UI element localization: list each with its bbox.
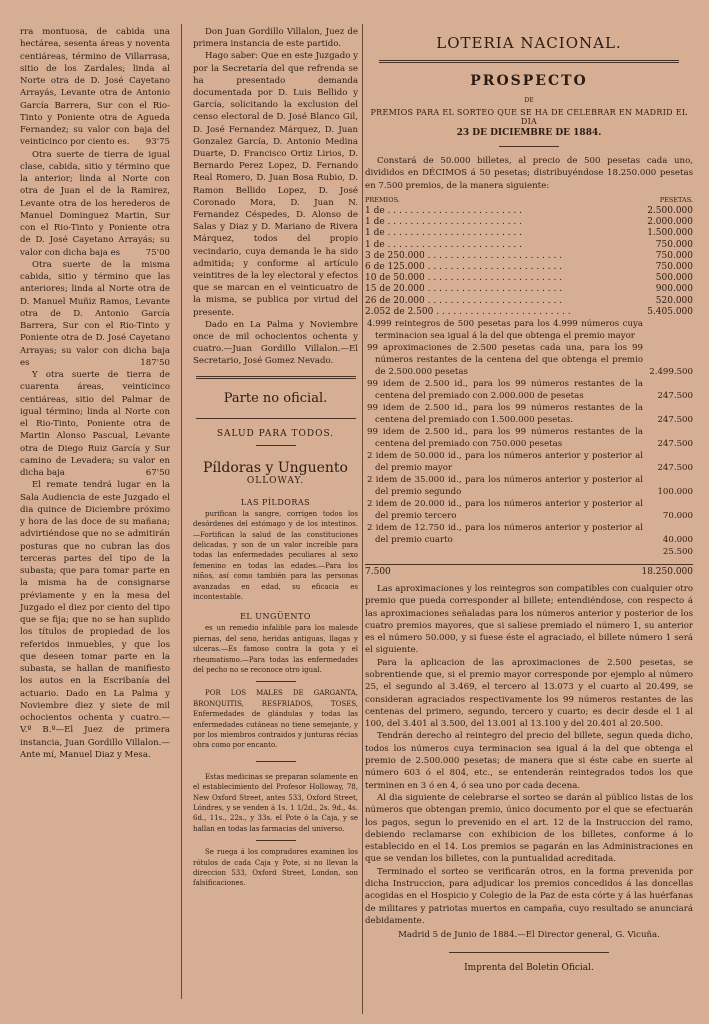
divider: [256, 681, 296, 682]
col2-paragraph: Dado en La Palma y Noviembre once de mil ochocientos ochenta y cuatro.—Juan Gordillo Villalon.—El Secretario, José Gomez Nevado.: [193, 319, 358, 367]
salud-heading: SALUD PARA TODOS.: [216, 428, 335, 439]
ventas-text: Estas medicinas se preparan solamente en el establecimiento del Profesor Holloway, 78, New Oxford Street, antes 533, Oxford Street, Lóndres, y se venden á 1s. 1 1/2d., 2s. 9d., 4s. 6d., 11s., 22s., y 33s. el Pote ó la Caja, y se hallan en todas las farmacias del universo.: [193, 772, 358, 833]
loteria-title: LOTERIA NACIONAL.: [436, 34, 622, 52]
de-label: DE: [524, 97, 534, 104]
col1-paragraph: rra montuosa, de cabida una hectárea, sesenta áreas y noventa centiáreas, término de Villarrasa, sitio de los Zardales; linda al Norte otra de D. José Cayetano Arrayás, Levante otra de Antonio García Barrera, Sur con el Rio-Tinto y Poniente otra de Agueda Fernandez; su valor con baja del veinticinco por ciento es. 93'75: [20, 27, 170, 148]
section-title: Parte no oficial.: [223, 390, 328, 406]
prize-row: 3 de 250.000 . . . 750.000: [365, 251, 693, 262]
prize-row: 15 de 20.000 . . . 900.000: [365, 284, 693, 295]
prize-long-row: 99 idem de 2.500 id., para los 99 números restantes de la centena del premiado con 750.000 pesetas 247.500: [367, 426, 693, 449]
col3-paragraph: Terminado el sorteo se verificarán otros, en la forma prevenida por dicha Instruccion, para adjudicar los premios concedidos á las doncellas acogidas en el Hospicio y Colegio de la Paz de esta córte y á las huérfanas de militares y patriotas muertos en campaña, cuyo resultado se anunciará debidamente.: [365, 866, 693, 926]
prize-row: 1 de . . . 2.500.000: [365, 206, 693, 217]
sorteo-date: 23 DE DICIEMBRE DE 1884.: [456, 128, 602, 138]
col1-paragraph: Otra suerte de tierra de igual clase, cabida, sitio y término que la anterior; linda al Norte con otra de Juan el de la Ramirez, Levante otra de los herederos de Manuel Dominguez Martin, Sur con el Rio-Tinto y Poniente otra de D. José Cayetano Arrayás; su valor con dicha baja es 75'00: [20, 149, 170, 258]
pildoras-text: purifican la sangre, corrigen todos los desórdenes del estómago y de los intestinos.—Fortifican la salud de las constituciones delicadas, y son de un valor increible para todas las enfermedades peculiares al sexo femenino en todas las edades.—Para los niños, así como también para las personas avanzadas en edad, su eficacia es incontestable.: [193, 509, 358, 601]
section-rule: [196, 376, 356, 379]
imprenta-footer: Imprenta del Boletin Oficial.: [464, 962, 594, 973]
prize-long-row: 2 idem de 12.750 id., para los números anterior y posterior al del premio cuarto 40.000: [367, 522, 693, 545]
signature: Madrid 5 de Junio de 1884.—El Director general, G. Vicuña.: [398, 930, 660, 941]
column-middle: [193, 26, 358, 889]
ruego-text: Se ruega á los compradores examinen los rótulos de cada Caja y Pote, si no llevan la direccion 533, Oxford Street, London, son falsificaciones.: [193, 848, 358, 888]
col3-paragraph: Las aproximaciones y los reintegros son compatibles con cualquier otro premio que pueda corresponder al billete; entendiéndose, con respecto á las aproximaciones señaladas para los números anterior y posterior de los cuatro premios mayores, que si saliese premiado el número 1, su anterior es el número 50.000, y si fuese éste el agraciado, el billete número 1 será el siguiente.: [365, 583, 693, 656]
col3-paragraph: Para la aplicacion de las aproximaciones de 2.500 pesetas, se sobrentiende que, si el premio mayor corresponde por ejemplo al número 25, el segundo al 3.469, el tercero al 13.073 y el cuarto al 20.499, se consideran agraciados respectivamente los 99 números restantes de las centenas del primero, segundo, tercero y cuarto; es decir desde el 1 al 100, del 3.401 al 3.500, del 13.001 al 13.100 y del 20.401 al 20.500.: [365, 657, 693, 730]
prize-long-row: 4.999 reintegros de 500 pesetas para los 4.999 números cuya terminacion sea igual á la del que obtenga el premio mayor: [367, 318, 643, 341]
prize-long-row: 2 idem de 50.000 id., para los números anterior y posterior al del premio mayor 247.500: [367, 450, 693, 473]
col3-paragraph: Tendrán derecho al reintegro del precio del billete, segun queda dicho, todos los números cuya terminacion sea igual á la del que obtenga el premio de 2.500.000 pesetas; de manera que si éste cabe en suerte al número 603 ó el 804, etc., se entenderán reintegrados todos los que terminen en 3 ó en 4, ó sea uno por cada decena.: [365, 731, 693, 791]
divider: [499, 146, 559, 147]
prospecto-title: PROSPECTO: [470, 73, 588, 89]
prize-long-row: 99 idem de 2.500 id., para los 99 números restantes de la centena del premiado con 1.500.000 pesetas. 247.500: [367, 402, 693, 425]
divider: [256, 840, 296, 841]
total-premios: 7.500: [365, 566, 391, 577]
prize-row: 1 de . . . 750.000: [365, 240, 693, 251]
garganta-text: POR LOS MALES DE GARGANTA, BRONQUITIS, RESFRIADOS, TOSES, Enfermedades de glándulas y todas las enfermedades cutáneas no tiene semejante, y por los miembros contraidos y junturas récias obra como por encanto.: [193, 689, 358, 750]
prize-row: 1 de . . . 2.000.000: [365, 217, 693, 228]
prize-table-header: [365, 196, 693, 204]
col2-paragraph: Hago saber: Que en este Juzgado y por la Secretaría del que refrenda se ha presentado demanda documentada por D. Luis Bellido y García, solicitando la exclusion del censo electoral de D. José Blanco Gil, D. José Fernandez Márquez, D. Juan Gonzalez García, D. Antonio Medina Duarte, D. Francisco Ortiz Lirios, D. Bernardo Perez Lopez, D. Fernando Real Romero, D. Juan Bosa Rubio, D. Ramon Bellido Lopez, D. José Coronado Mora, D. Juan N. Fernandez Céspedes, D. Alonso de Salas y Diaz y D. Mariano de Rivera Márquez, todos del propio vecindario, cuya demanda le ha sido admitida; y conforme al artículo veintitres de la ley electoral y efectos que se marcan en el veinticuatro de la misma, se publica por virtud del presente.: [193, 51, 358, 318]
prize-total-row: [365, 564, 693, 577]
column-divider: [181, 24, 182, 999]
col1-paragraph: Y otra suerte de tierra de cuarenta áreas, veinticinco centiáreas, sitio del Palmar de igual término; linda al Norte con el Rio-Tinto, Poniente otra de Martin Alonso Pascual, Levante otra de Diego Ruiz García y Sur camino de Levadera; su valor en dicha baja 67'50: [20, 370, 170, 478]
prize-long-row: 2 idem de 20.000 id., para los números anterior y posterior al del premio tercero 70.000: [367, 498, 693, 521]
column-divider: [362, 24, 363, 1014]
prize-row: 1 de . . . 1.500.000: [365, 228, 693, 239]
title-rule: [379, 60, 679, 63]
intro-paragraph: Constará de 50.000 billetes, al precio de 500 pesetas cada uno, divididos en DÉCIMOS á 50 pesetas; distribuyéndose 18.250.000 pesetas en 7.500 premios, de la manera siguiente:: [365, 156, 693, 191]
prize-long-row: 2 idem de 35.000 id., para los números anterior y posterior al del premio segundo 100.000: [367, 474, 693, 497]
section-rule: [196, 418, 356, 419]
prize-row: 10 de 50.000 . . . 500.000: [365, 273, 693, 284]
total-pesetas: 18.250.000: [641, 566, 693, 577]
unguento-heading: EL UNGÜENTO: [240, 612, 311, 622]
olloway-title: OLLOWAY.: [246, 475, 305, 486]
col1-paragraph: El remate tendrá lugar en la Sala Audiencia de este Juzgado el dia quince de Diciembre próximo y hora de las doce de su mañana; advirtiéndose que no se admitirán posturas que no cubran las dos terceras partes del tipo de la subasta; que para tomar parte en la misma ha de consignarse préviamente y en la mesa del Juzgado el diez por ciento del tipo que se fija; que no se han suplido los títulos de propiedad de los referidos inmuebles, y que los que deseen tomar parte en la subasta, se hallan de manifiesto los autos en la Escribanía del actuario. Dado en La Palma y Noviembre diez y siete de mil ochocientos ochenta y cuatro.—V.º B.º—El Juez de primera instancia, Juan Gordillo Villalon.—Ante mí, Manuel Diaz y Mesa.: [20, 480, 170, 760]
col1-paragraph: Otra suerte de la misma cabida, sitio y término que las anteriores; linda al Norte otra de D. Manuel Muñiz Ramos, Levante otra de D. Antonio García Barrera, Sur con el Rio-Tinto y Poniente otra de D. José Cayetano Arrayas; su valor con dicha baja es 187'50: [20, 259, 170, 368]
prize-long-row: 99 aproximaciones de 2.500 pesetas cada una, para los 99 números restantes de la centena del que obtenga el premio de 2.500.000 pesetas 2.499.500: [367, 342, 693, 377]
premios-column-header: PREMIOS.: [365, 195, 400, 204]
prize-table: [365, 206, 693, 558]
prize-row: 26 de 20.000 . . . 520.000: [365, 296, 693, 307]
col3-paragraph: Al dia siguiente de celebrarse el sorteo se darán al público listas de los números que obtengan premio, único documento por el que se efectuarán los pagos, segun lo prevenido en el art. 12 de la Instruccion del ramo, debiendo reclamarse con exhibicion de los billetes, conforme á lo establecido en el 14. Los premios se pagarán en las Administraciones en que se vendan los billetes, con la puntualidad acreditada.: [365, 792, 693, 865]
unguento-text: es un remedio infalible para los malesde piernas, del seno, heridas antiguas, llagas y ulceras.—Es famoso contra la gota y el rheumatismo.—Para todas las enfermedades del pecho no se reconoce otro igual.: [193, 624, 358, 674]
prize-long-row: 25.500: [662, 546, 693, 557]
col2-paragraph: Don Juan Gordillo Villalon, Juez de primera instancia de este partido.: [193, 27, 358, 50]
divider: [256, 761, 296, 762]
column-left: [20, 26, 170, 761]
pildoras-heading: LAS PÍLDORAS: [240, 497, 311, 507]
prize-row: 2.052 de 2.500 . . . 5.405.000: [365, 307, 693, 318]
pesetas-column-header: PESETAS.: [659, 195, 693, 204]
footer-rule: [449, 952, 609, 953]
prize-row: 6 de 125.000 . . . 750.000: [365, 262, 693, 273]
divider: [256, 445, 296, 446]
premios-heading: PREMIOS PARA EL SORTEO QUE SE HA DE CELEBRAR EN MADRID EL DIA: [370, 108, 688, 126]
prize-long-row: 99 idem de 2.500 id., para los 99 números restantes de la centena del premiado con 2.000.000 de pesetas 247.500: [367, 378, 693, 401]
pildoras-title: Píldoras y Unguento: [203, 459, 348, 476]
column-right: [365, 26, 693, 982]
